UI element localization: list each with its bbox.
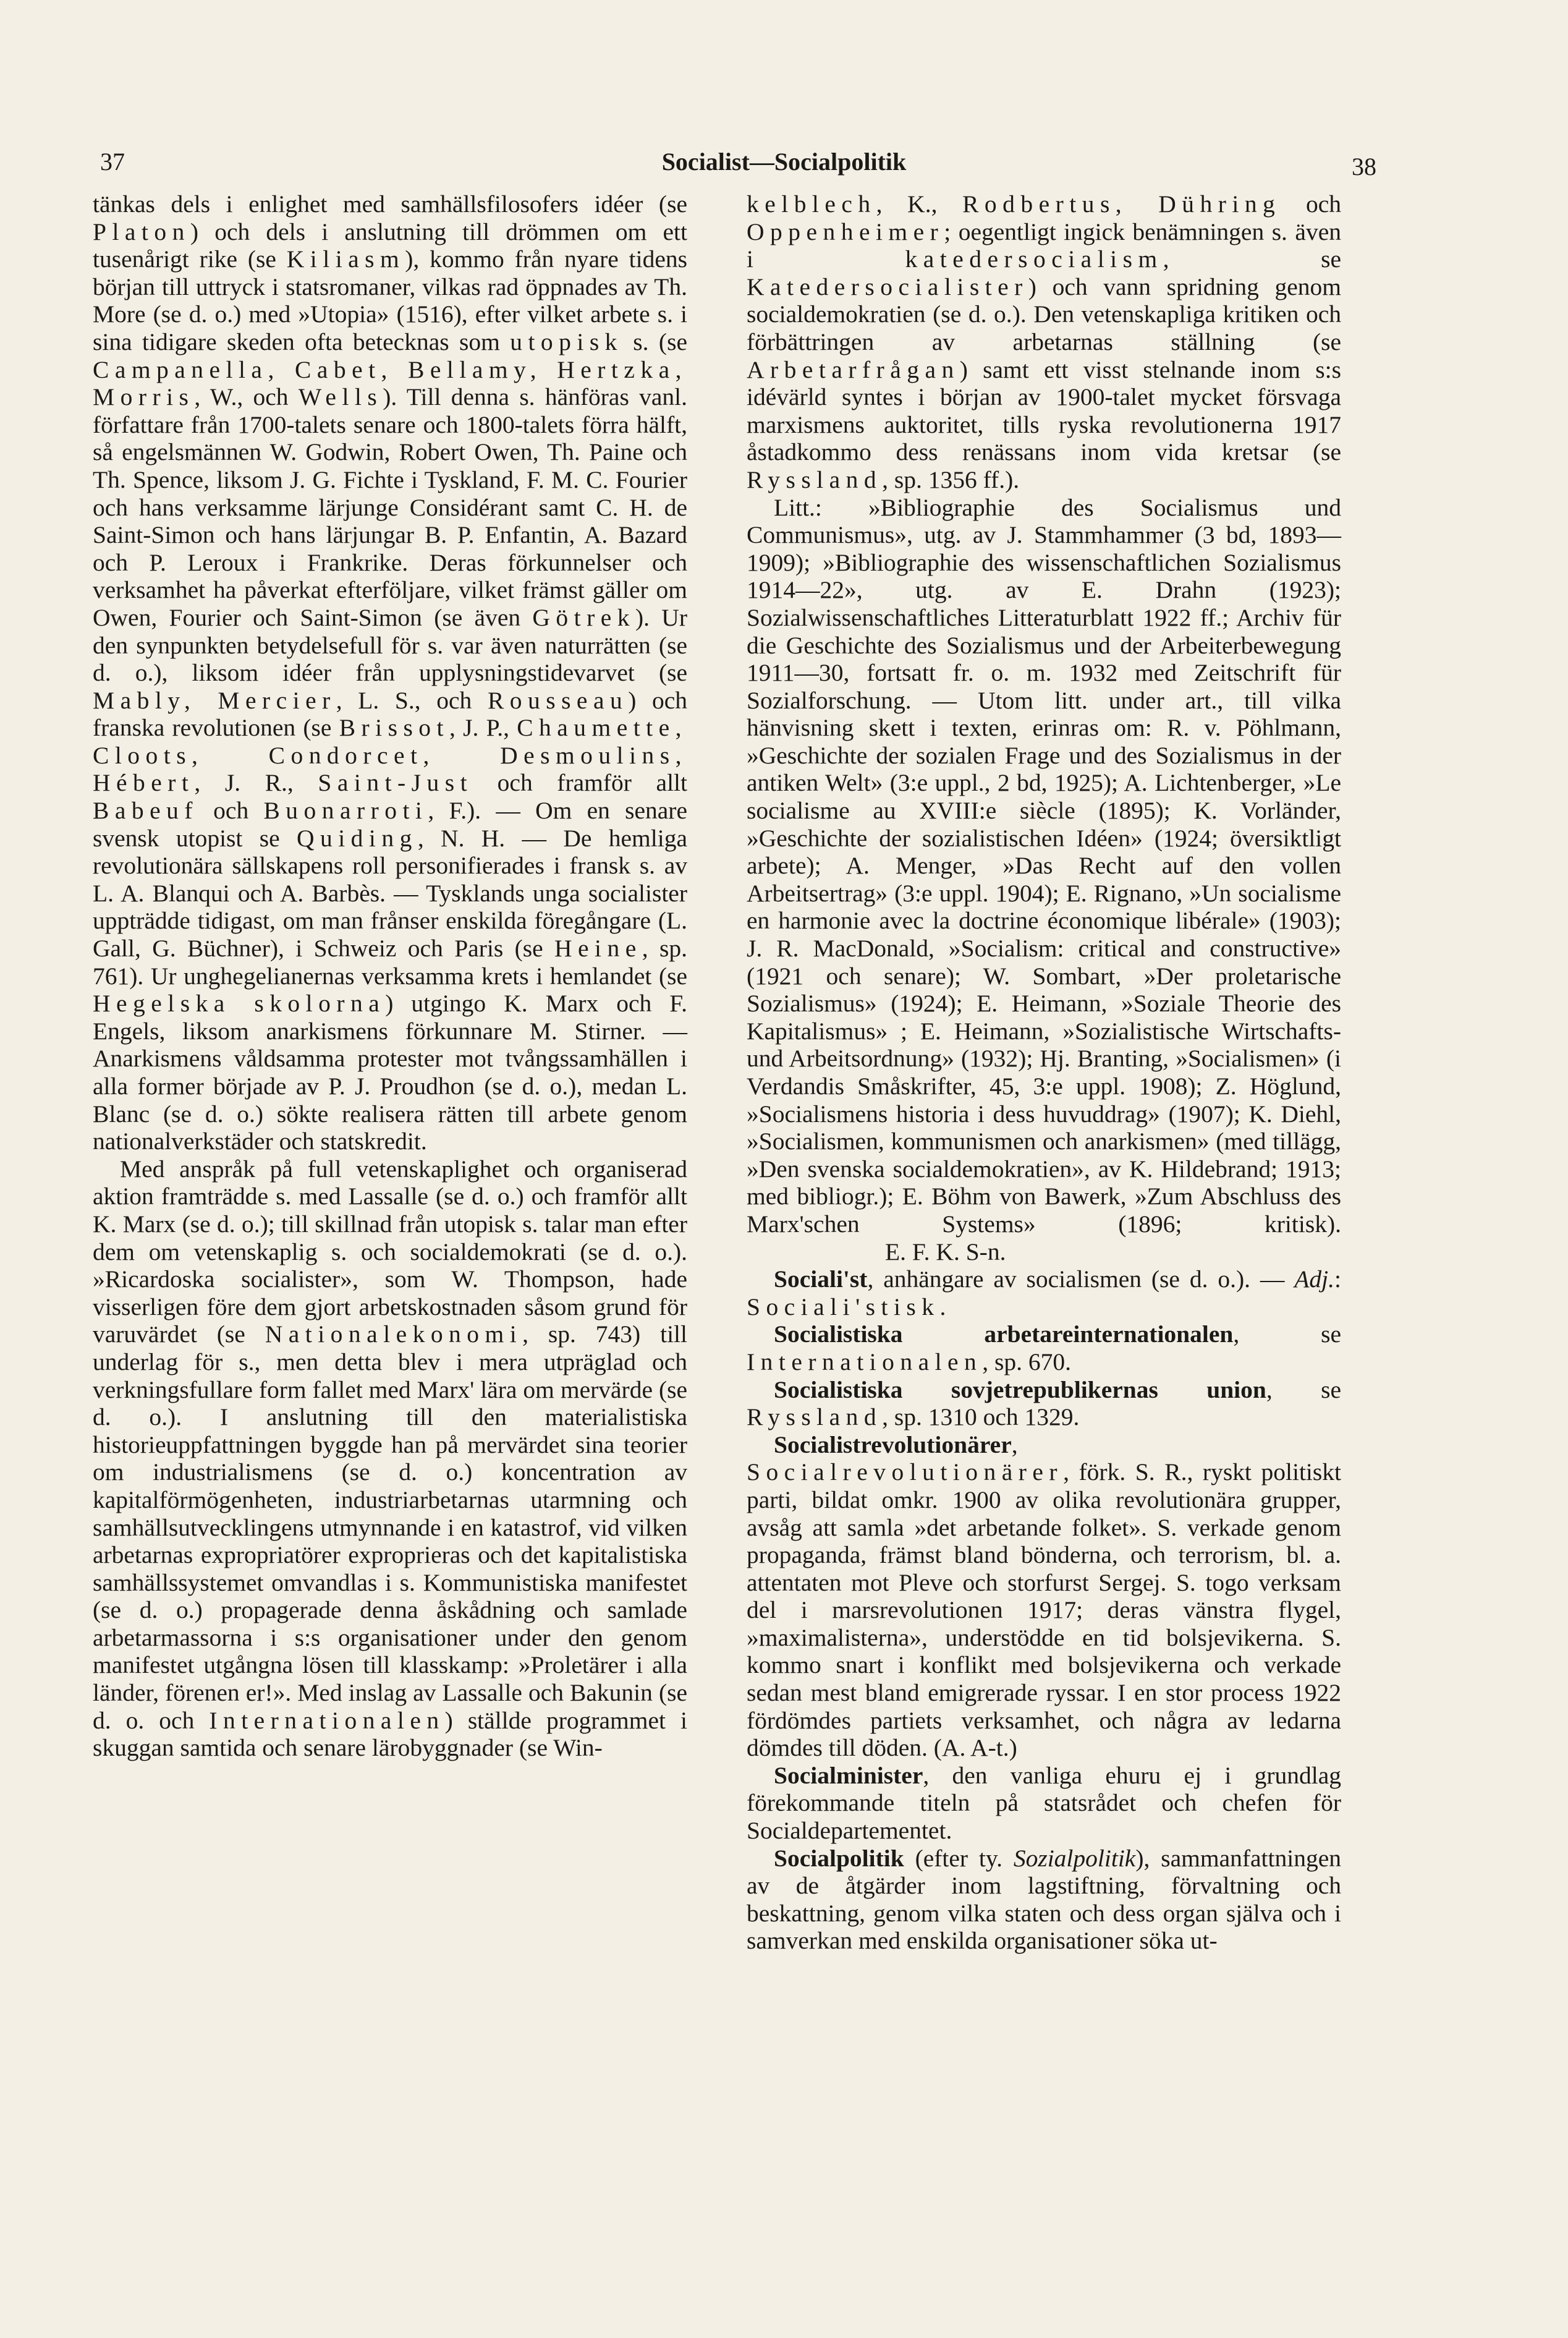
author-signature: E. F. K. S-n. [885, 1238, 1006, 1265]
running-title: Socialist—Socialpolitik [661, 148, 907, 176]
entry-socialist: Sociali'st, anhängare av socialismen (se d. o.). — Adj.: Sociali'stisk. [747, 1265, 1341, 1320]
entry-socialistrevolutionarer: Socialistrevolutionärer, Socialrevolutionärer, förk. S. R., ryskt politiskt parti, bildat omkr. 1900 av olika revolutionära grupper, avsåg att samla »det arbetande folket». S. verkade genom propaganda, främst bland bönderna, och terrorism, bl. a. attentaten mot Pleve och storfurst Sergej. S. togo verksam del i marsrevolutionen 1917; deras vänstra flygel, »maximalisterna», understödde en tid bolsjevikerna. S. kommo snart i konflikt med bolsjevikerna och verkade sedan mest bland emigrerade ryssar. I en stor process 1922 fördömdes partiets verksamhet, och några av ledarna dömdes till döden. (A. A-t.) [747, 1430, 1341, 1762]
entry-socialistiska-arbetareinternationalen: Socialistiska arbetareinternationalen, se Internationalen, sp. 670. [747, 1320, 1341, 1375]
paragraph-scientific-socialism: Med anspråk på full vetenskaplighet och organiserad aktion framträdde s. med Lassalle (se d. o.) och framför allt K. Marx (se d. o.); till skillnad från utopisk s. talar man efter dem om vetenskaplig s. och socialdemokrati (se d. o.). »Ricardoska socialister», som W. Thompson, hade visserligen före dem gjort arbetskostnaden såsom grund för varuvärdet (se Nationalekonomi, sp. 743) till underlag för s., men detta blev i mera utpräglad och verkningsfullare form fallet med Marx' lära om mervärde (se d. o.). I anslutning till den materialistiska historieuppfattningen byggde han på mervärdet sina teorier om industrialismens (se d. o.) koncentration av kapitalförmögenheten, industriarbetarnas utarmning och samhällsutvecklingens utmynnande i en katastrof, vid vilken arbetarnas expropriatörer exproprieras och det kapitalistiska samhällssystemet omvandlas i s. Kommunistiska manifestet (se d. o.) propagerade denna åskådning och samlade arbetarmassorna i s:s organisationer under den genom manifestet utgångna lösen till klasskamp: »Proletärer i alla länder, förenen er!». Med inslag av Lassalle och Bakunin (se d. o. och Internationalen) ställde programmet i skuggan samtida och senare lärobyggnader (se Win- [93, 1155, 687, 1762]
column-right [747, 190, 1341, 1955]
page-number-right: 38 [1352, 153, 1376, 181]
entry-sovjetrepublikernas-union: Socialistiska sovjetrepublikernas union, se Ryssland, sp. 1310 och 1329. [747, 1375, 1341, 1431]
page-number-left: 37 [100, 148, 125, 176]
entry-socialminister: Socialminister, den vanliga ehuru ej i grundlag förekommande titeln på statsrådet och chefen för Socialdepartementet. [747, 1761, 1341, 1845]
paragraph-continuation: kelblech, K., Rodbertus, Dühring och Oppenheimer; oegentligt ingick benämningen s. även i katedersocialism, se Katedersocialister) och vann spridning genom socialdemokratien (se d. o.). Den vetenskapliga kritiken och förbättringen av arbetarnas ställning (se Arbetarfrågan) samt ett visst stelnande inom s:s idévärld syntes i början av 1900-talet mycket försvaga marxismens auktoritet, tills ryska revolutionerna 1917 åstadkommo dess renässans inom vida kretsar (se Ryssland, sp. 1356 ff.). [747, 190, 1341, 493]
page-header [0, 147, 1568, 184]
paragraph-utopian-socialism: tänkas dels i enlighet med samhällsfilosofers idéer (se Platon) och dels i anslutning till drömmen om ett tusenårigt rike (se Kiliasm), kommo från nyare tidens början till uttryck i statsromaner, vilkas rad öppnades av Th. More (se d. o.) med »Utopia» (1516), efter vilket arbete s. i sina tidigare skeden ofta betecknas som utopisk s. (se Campanella, Cabet, Bellamy, Hertzka, Morris, W., och Wells). Till denna s. hänföras vanl. författare från 1700-talets senare och 1800-talets förra hälft, så engelsmännen W. Godwin, Robert Owen, Th. Paine och Th. Spence, liksom J. G. Fichte i Tyskland, F. M. C. Fourier och hans verksamme lärjunge Considérant samt C. H. de Saint-Simon och hans lärjungar B. P. Enfantin, A. Bazard och P. Leroux i Frankrike. Deras förkunnelser och verksamhet ha påverkat efterföljare, vilket främst gäller om Owen, Fourier och Saint-Simon (se även Götrek). Ur den synpunkten betydelsefull för s. var även naturrätten (se d. o.), liksom idéer från upplysningstidevarvet (se Mably, Mercier, L. S., och Rousseau) och franska revolutionen (se Brissot, J. P., Chaumette, Cloots, Condorcet, Desmoulins, Hébert, J. R., Saint-Just och framför allt Babeuf och Buonarroti, F.). — Om en senare svensk utopist se Quiding, N. H. — De hemliga revolutionära sällskapens roll personifierades i fransk s. av L. A. Blanqui och A. Barbès. — Tysklands unga socialister uppträdde tidigast, om man frånser enskilda föregångare (L. Gall, G. Büchner), i Schweiz och Paris (se Heine, sp. 761). Ur unghegelianernas verksamma krets i hemlandet (se Hegelska skolorna) utgingo K. Marx och F. Engels, liksom anarkismens förkunnare M. Stirner. — Anarkismens våldsamma protester mot tvångssamhällen i alla former började av P. J. Proudhon (se d. o.), medan L. Blanc (se d. o.) sökte realisera rätten till arbete genom nationalverkstäder och statskredit. [93, 190, 687, 1155]
column-left [93, 190, 687, 1762]
literature-references: Litt.: »Bibliographie des Socialismus und Communismus», utg. av J. Stammhammer (3 bd, 1893—1909); »Bibliographie des wissenschaftlichen Sozialismus 1914—22», utg. av E. Drahn (1923); Sozialwissenschaftliches Litteraturblatt 1922 ff.; Archiv für die Geschichte des Sozialismus und der Arbeiterbewegung 1911—30, fortsatt fr. o. m. 1932 med Zeitschrift für Sozialforschung. — Utom litt. under art., till vilka hänvisning skett i texten, erinras om: R. v. Pöhlmann, »Geschichte der sozialen Frage und des Sozialismus in der antiken Welt» (3:e uppl., 2 bd, 1925); A. Lichtenberger, »Le socialisme au XVIII:e siècle (1895); K. Vorländer, »Geschichte der sozialistischen Idéen» (1924; översiktligt arbete); A. Menger, »Das Recht auf den vollen Arbeitsertrag» (3:e uppl. 1904); E. Rignano, »Un socialisme en harmonie avec la doctrine économique libérale» (1903); J. R. MacDonald, »Socialism: critical and constructive» (1921 och senare); W. Sombart, »Der proletarische Sozialismus» (1924); E. Heimann, »Soziale Theorie des Kapitalismus» ; E. Heimann, »Sozialistische Wirtschafts- und Arbeitsordnung» (1932); Hj. Branting, »Socialismen» (i Verdandis Småskrifter, 45, 3:e uppl. 1908); Z. Höglund, »Socialismens historia i dess huvuddrag» (1907); K. Diehl, »Socialismen, kommunismen och anarkismen» (med tillägg, »Den svenska socialdemokratien», av K. Hildebrand; 1913; med bibliogr.); E. Böhm von Bawerk, »Zum Abschluss des Marx'schen Systems» (1896; kritisk). E. F. K. S-n. [747, 493, 1341, 1265]
entry-socialpolitik: Socialpolitik (efter ty. Sozialpolitik), sammanfattningen av de åtgärder inom lagstiftning, förvaltning och beskattning, genom vilka staten och dess organ själva och i samverkan med enskilda organisationer söka ut- [747, 1844, 1341, 1955]
